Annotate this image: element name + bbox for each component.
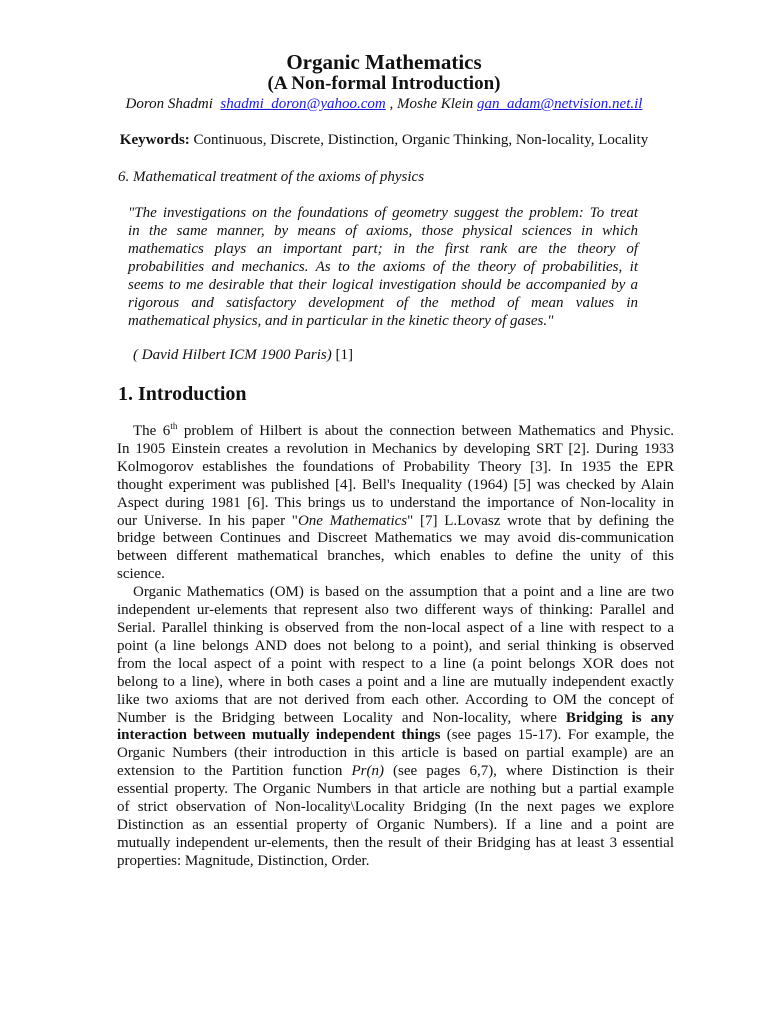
text-line: thought experiment was published [4]. Bell's Inequality (1964) [5] was checked by Alain xyxy=(117,476,674,493)
function-name: Pr(n) xyxy=(351,763,384,780)
hilbert-quote xyxy=(128,204,638,330)
text-line xyxy=(117,727,674,745)
emphasis-text: Bridging is any xyxy=(565,709,674,726)
keywords-line xyxy=(0,131,768,149)
attribution-text: ( David Hilbert ICM 1900 Paris) xyxy=(133,347,332,363)
author-name: Doron Shadmi xyxy=(125,96,213,112)
superscript: th xyxy=(170,421,178,431)
text-line: mutually independent ur-elements, then the result of their Bridging has at least 3 essential xyxy=(117,834,674,851)
text-line xyxy=(117,513,674,531)
quote-line: "The investigations on the foundations of geometry suggest the problem: To treat xyxy=(128,205,638,221)
text-run: extension to the Partition function xyxy=(117,763,352,780)
quote-attribution xyxy=(133,346,353,364)
paper-title-ref: One Mathematics xyxy=(297,512,408,529)
text-run: The 6 xyxy=(133,423,171,439)
introduction-heading: 1. Introduction xyxy=(118,383,247,405)
author-line xyxy=(0,95,768,113)
text-line: Distinction as an essential property of Organic Numbers). If a line and a point are xyxy=(117,816,674,833)
text-line: between different mathematical branches, which enables to define the unity of this xyxy=(117,548,674,565)
quote-line: mathematical physics, and in particular in the kinetic theory of gases." xyxy=(128,313,554,329)
paper-subtitle: (A Non-formal Introduction) xyxy=(267,73,501,94)
text-line xyxy=(117,763,674,781)
author-name: Moshe Klein xyxy=(397,96,474,112)
quote-line: in the same manner, by means of axioms, those physical sciences in which xyxy=(128,223,638,239)
text-line: properties: Magnitude, Distinction, Order. xyxy=(117,852,370,869)
text-line: from the local aspect of a point with respect to a line (a point belongs XOR does not xyxy=(117,655,674,672)
text-line: Organic Mathematics (OM) is based on the assumption that a point and a line are two xyxy=(133,584,674,601)
text-run: our Universe. In his paper " xyxy=(117,512,298,529)
text-line: belong to a line), where in both cases a point and a line are mutually independent exactly xyxy=(117,673,674,690)
keywords-label: Keywords: xyxy=(119,132,190,148)
email-link[interactable]: shadmi_doron@yahoo.com xyxy=(220,96,386,112)
quote-line: seems to me desirable that their logical investigation should be accompanied by a xyxy=(128,277,638,293)
text-run: (see pages 15-17). For example, the xyxy=(440,727,675,744)
text-line: Kolmogorov establishes the foundations of Probability Theory [3]. In 1935 the EPR xyxy=(117,458,674,475)
introduction-body xyxy=(117,423,674,871)
text-line: of strict observation of Non-locality\Locality Bridging (In the next pages we explore xyxy=(117,799,674,816)
quote-line: mathematics plays an important part; in the first rank are the theory of xyxy=(128,241,638,257)
text-run: (see pages 6,7), where Distinction is their xyxy=(383,763,674,780)
text-line: Serial. Parallel thinking is observed from the non-local aspect of a line with respect to a xyxy=(117,619,674,636)
text-line: science. xyxy=(117,566,165,583)
paper-title: Organic Mathematics xyxy=(286,50,482,74)
quote-line: probabilities and mechanics. As to the axioms of the theory of probabilities, it xyxy=(128,259,638,275)
text-line xyxy=(117,710,674,728)
text-line: independent ur-elements that represent also two different ways of thinking: Parallel and xyxy=(117,602,674,619)
quote-line: rigorous and satisfactory development of the method of mean values in xyxy=(128,295,638,311)
text-run: " [7] L.Lovasz wrote that by defining the xyxy=(407,512,674,529)
reference-mark: [1] xyxy=(335,347,353,363)
text-line: bridge between Continues and Discreet Mathematics we may avoid dis-communication xyxy=(117,530,674,547)
email-link[interactable]: gan_adam@netvision.net.il xyxy=(477,96,643,112)
emphasis-text: interaction between mutually independent things xyxy=(117,727,441,744)
keywords-text: Continuous, Discrete, Distinction, Organic Thinking, Non-locality, Locality xyxy=(193,132,649,148)
text-line xyxy=(117,423,674,441)
text-line: In 1905 Einstein creates a revolution in Mechanics by developing SRT [2]. During 1933 xyxy=(117,440,674,457)
text-line: Aspect during 1981 [6]. This brings us to understand the importance of Non-locality in xyxy=(117,494,674,511)
text-line: Organic Numbers (their introduction in this article is based on partial example) are an xyxy=(117,745,674,762)
text-line: essential property. The Organic Numbers in that article are nothing but a partial example xyxy=(117,781,674,798)
author-separator: , xyxy=(389,96,394,112)
text-line: like two axioms that are not derived from each other. According to OM the concept of xyxy=(117,691,674,708)
text-run: problem of Hilbert is about the connection between Mathematics and Physic. xyxy=(177,423,674,439)
text-run: Number is the Bridging between Locality and Non-locality, where xyxy=(117,709,566,726)
text-line: point (a line belongs AND does not belong to a point), and serial thinking is observed xyxy=(117,637,674,654)
section-heading: 6. Mathematical treatment of the axioms of physics xyxy=(118,169,425,185)
